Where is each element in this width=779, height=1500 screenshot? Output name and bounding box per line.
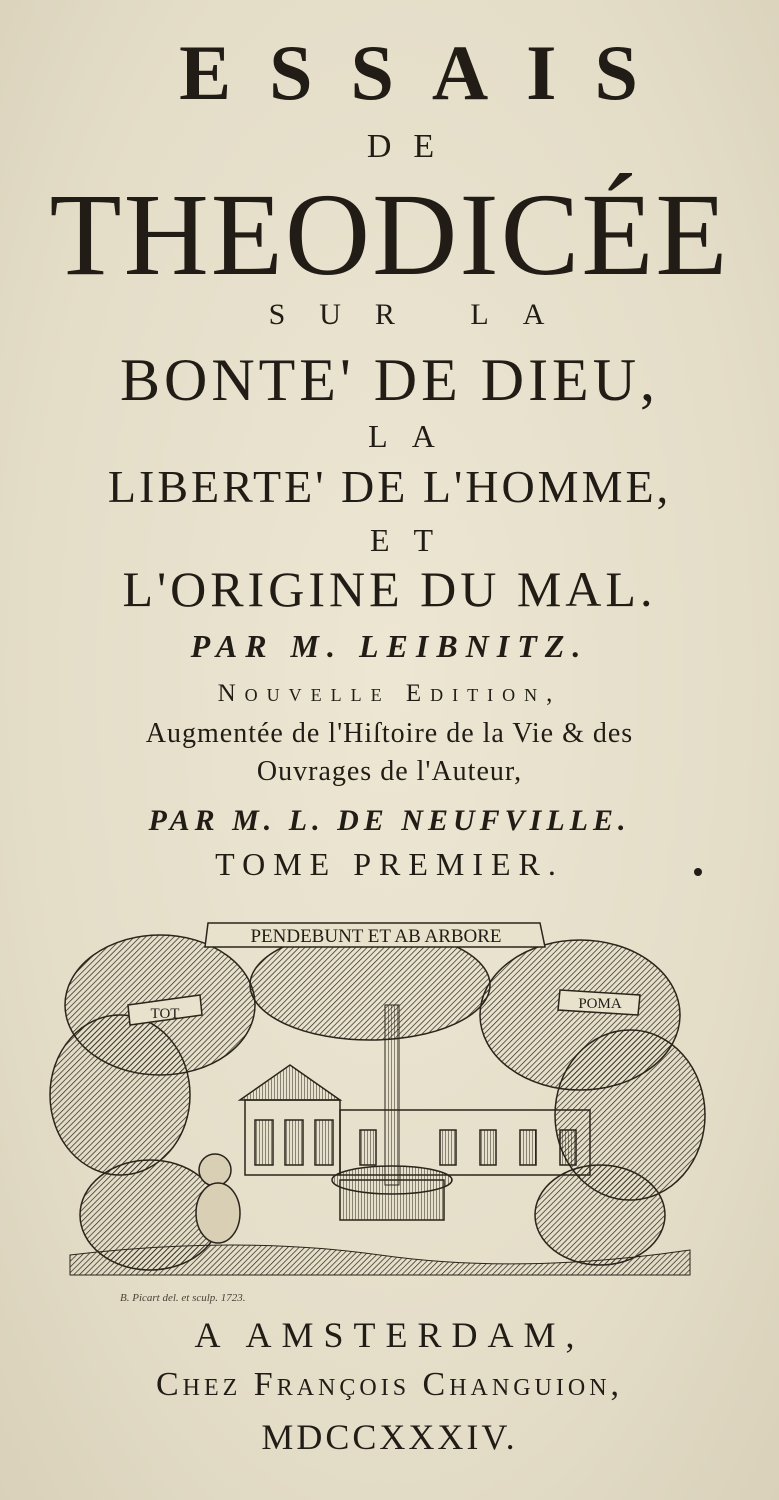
- engraver-credit: B. Picart del. et sculp. 1723.: [120, 1292, 246, 1304]
- title-de: DE: [366, 128, 457, 165]
- banner-left-text: TOT: [150, 1006, 180, 1022]
- volume-line: TOME PREMIER.: [215, 846, 564, 882]
- title-liberte: LIBERTE' DE L'HOMME,: [107, 461, 672, 512]
- ink-dot: [694, 868, 702, 876]
- edition-line: Nouvelle Edition,: [217, 680, 562, 707]
- banner-right: [558, 990, 640, 1015]
- title-et: ET: [369, 522, 458, 558]
- title-la: LA: [368, 418, 459, 454]
- title-theodicee: THEODICÉE: [49, 169, 730, 300]
- tree-trunk: [385, 1005, 399, 1185]
- augment-line-1: Augmentée de l'Hiſtoire de la Vie & des: [145, 718, 634, 749]
- editor-line: PAR M. L. DE NEUFVILLE.: [148, 804, 631, 837]
- banner-right-text: POMA: [578, 996, 622, 1012]
- imprint-publisher: Chez François Changuion,: [155, 1366, 624, 1403]
- augment-line-2: Ouvrages de l'Auteur,: [256, 756, 523, 787]
- imprint-city: A AMSTERDAM,: [194, 1315, 585, 1355]
- imprint-year: MDCCXXXIV.: [261, 1417, 518, 1457]
- author-line: PAR M. LEIBNITZ.: [190, 628, 589, 664]
- title-essais: ESSAIS: [179, 29, 676, 116]
- title-sur-la: SUR LA: [268, 298, 579, 331]
- banner-top: [205, 923, 545, 947]
- cherub-figure: [196, 1154, 240, 1243]
- title-bonte-de-dieu: BONTE' DE DIEU,: [119, 347, 660, 413]
- title-origine-du-mal: L'ORIGINE DU MAL.: [122, 561, 657, 617]
- engraved-vignette: [40, 895, 720, 1315]
- banner-top-text: PENDEBUNT ET AB ARBORE: [250, 926, 502, 947]
- fountain: [332, 1166, 452, 1220]
